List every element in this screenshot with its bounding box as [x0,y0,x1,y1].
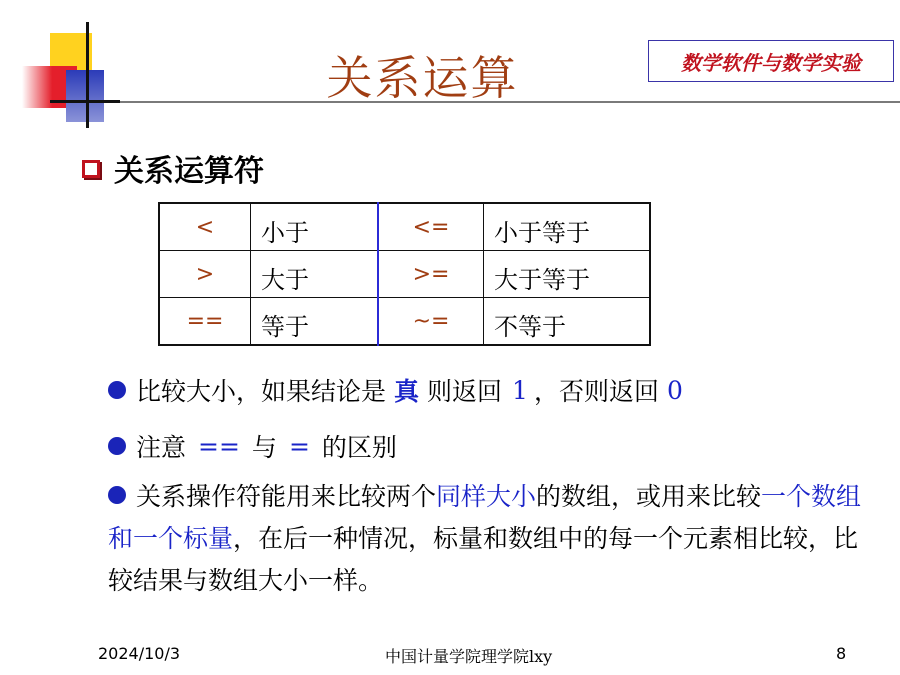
section-heading-text: 关系运算符 [114,154,264,189]
value-one: 1 [512,375,528,405]
bullet-dot-icon [108,437,126,455]
bullet-text: ，否则返回 [533,377,659,406]
bullet-array-compare [108,476,868,602]
bullet-text: ，在后一种情况，标量和数组中的每一个元素相比较，比较结果与数组大小一样。 [108,524,859,595]
description-cell: 大于等于 [484,251,651,298]
operator-cell: ~= [378,298,484,346]
bullet-text: 的数组，或用来比较 [536,482,762,511]
operator-cell: > [159,251,251,298]
table-row [159,251,650,298]
page-number: 8 [836,644,847,663]
highlight-array-scalar: 一个数组和一个标量 [108,482,862,553]
bullet-compare [108,372,683,408]
operator-cell: >= [378,251,484,298]
operator-cell: == [159,298,251,346]
description-cell: 大于 [251,251,379,298]
operator-assign: = [288,431,310,461]
bullet-dot-icon [108,381,126,399]
checkbox-bullet-icon [82,160,100,178]
bullet-dot-icon [108,486,126,504]
keyword-true: 真 [394,377,420,406]
table-row [159,298,650,346]
section-heading [82,146,264,190]
bullet-text: 比较大小，如果结论是 [136,377,387,406]
bullet-text: 注意 [136,433,187,462]
bullet-text: 与 [251,433,277,462]
slide-title: 关系运算 [326,51,519,105]
bullet-note [108,428,397,464]
description-cell: 小于等于 [484,203,651,251]
operator-equal-equal: == [198,431,240,461]
operator-table [158,202,651,346]
description-cell: 小于 [251,203,379,251]
operator-cell: <= [378,203,484,251]
footer-organization: 中国计量学院理学院lxy [385,647,553,666]
course-tag: 数学软件与数学实验 [648,40,894,82]
value-zero: 0 [666,375,683,405]
highlight-same-size: 同样大小 [436,482,537,511]
table-row [159,203,650,251]
bullet-text: 则返回 [427,377,503,406]
description-cell: 不等于 [484,298,651,346]
operator-cell: < [159,203,251,251]
bullet-text: 关系操作符能用来比较两个 [136,482,437,511]
footer-date: 2024/10/3 [98,644,181,663]
bullet-text: 的区别 [321,433,397,462]
description-cell: 等于 [251,298,379,346]
